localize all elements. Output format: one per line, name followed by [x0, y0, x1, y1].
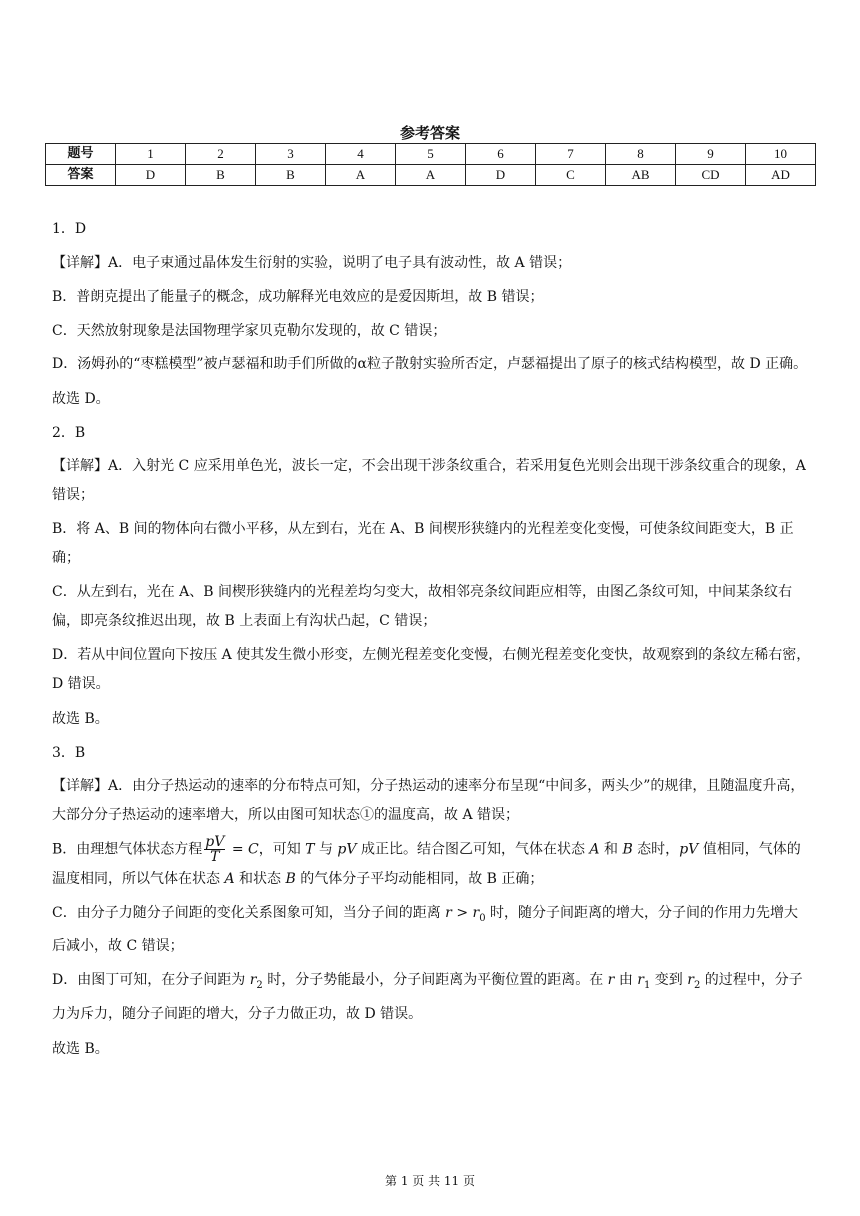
- answer-cell: D: [116, 165, 186, 186]
- row-label-number: 题号: [46, 144, 116, 165]
- answer-cell: A: [396, 165, 466, 186]
- q2-option-c: C．从左到右，光在 A、B 间楔形狭缝内的光程差均匀变大，故相邻亮条纹间距应相等，由图乙条纹可知，中间某条纹右偏，即亮条纹推迟出现，故 B 上表面上有沟状凸起，C 错误；: [52, 584, 793, 629]
- answer-cell: B: [256, 165, 326, 186]
- question-number-row: [46, 144, 816, 165]
- answer-table: [45, 143, 816, 186]
- solutions-body: [52, 212, 812, 1066]
- page-title: 参考答案: [399, 124, 460, 142]
- q3-option-b: B．由理想气体状态方程 $\frac{pV}{T}$ = C，可知 T 与 pV 成正比。结合图乙可知，气体在状态 A 和 B 态时，pV 值相同，气体的温度相同，所以气体在状态 A 和状态 B 的气体分子平均动能相同，故 B 正确；: [52, 834, 801, 887]
- question-number-cell: 3: [256, 144, 326, 165]
- q1-conclusion: 故选 D。: [52, 391, 110, 407]
- q2-option-a: 【详解】A．入射光 C 应采用单色光，波长一定，不会出现干涉条纹重合，若采用复色光则会出现干涉条纹重合的现象，A 错误；: [52, 458, 806, 503]
- answer-row: [46, 165, 816, 186]
- question-number-cell: 9: [676, 144, 746, 165]
- question-number-cell: 10: [746, 144, 816, 165]
- question-number-cell: 4: [326, 144, 396, 165]
- q3-option-c: C．由分子力随分子间距的变化关系图象可知，当分子间的距离 $r > r_0$ 时，随分子间距离的增大，分子间的作用力先增大后减小，故 C 错误；: [52, 904, 799, 955]
- question-number-cell: 1: [116, 144, 186, 165]
- question-number-cell: 6: [466, 144, 536, 165]
- q1-option-a: 【详解】A．电子束通过晶体发生衍射的实验，说明了电子具有波动性，故 A 错误；: [52, 255, 572, 271]
- row-label-answer: 答案: [46, 165, 116, 186]
- q2-option-d: D．若从中间位置向下按压 A 使其发生微小形变，左侧光程差变化变慢，右侧光程差变化变快，故观察到的条纹左稀右密，D 错误。: [52, 647, 811, 692]
- page-footer: 第 1 页 共 11 页: [385, 1174, 475, 1188]
- q3-option-d: D．由图丁可知，在分子间距为 $r_2$ 时，分子势能最小，分子间距离为平衡位置的距离。在 r 由 $r_1$ 变到 $r_2$ 的过程中，分子力为斥力，随分子间距的增大，分子力做正功，故 D 错误。: [52, 972, 803, 1023]
- answer-cell: AB: [606, 165, 676, 186]
- answer-cell: B: [186, 165, 256, 186]
- question-number-cell: 8: [606, 144, 676, 165]
- answer-cell: A: [326, 165, 396, 186]
- q3-heading: 3．B: [52, 745, 86, 761]
- question-number-cell: 7: [536, 144, 606, 165]
- q2-conclusion: 故选 B。: [52, 711, 109, 727]
- q1-option-d: D．汤姆孙的“枣糕模型”被卢瑟福和助手们所做的α粒子散射实验所否定，卢瑟福提出了原子的核式结构模型，故 D 正确。: [52, 356, 808, 372]
- q2-option-b: B．将 A、B 间的物体向右微小平移，从左到右，光在 A、B 间楔形狭缝内的光程差变化变慢，可使条纹间距变大，B 正确；: [52, 521, 794, 566]
- q1-heading: 1．D: [52, 221, 87, 237]
- q3-option-a: 【详解】A．由分子热运动的速率的分布特点可知，分子热运动的速率分布呈现“中间多，两头少”的规律，且随温度升高，大部分分子热运动的速率增大，所以由图可知状态①的温度高，故 A 错误；: [52, 778, 805, 823]
- q1-option-b: B．普朗克提出了能量子的概念，成功解释光电效应的是爱因斯坦，故 B 错误；: [52, 289, 544, 305]
- question-number-cell: 5: [396, 144, 466, 165]
- answer-cell: AD: [746, 165, 816, 186]
- q2-heading: 2．B: [52, 425, 86, 441]
- answer-cell: CD: [676, 165, 746, 186]
- answer-cell: D: [466, 165, 536, 186]
- gas-equation-fraction: $\frac{pV}{T}$: [205, 834, 225, 865]
- q1-option-c: C．天然放射现象是法国物理学家贝克勒尔发现的，故 C 错误；: [52, 323, 447, 339]
- answer-cell: C: [536, 165, 606, 186]
- q3-conclusion: 故选 B。: [52, 1041, 109, 1058]
- question-number-cell: 2: [186, 144, 256, 165]
